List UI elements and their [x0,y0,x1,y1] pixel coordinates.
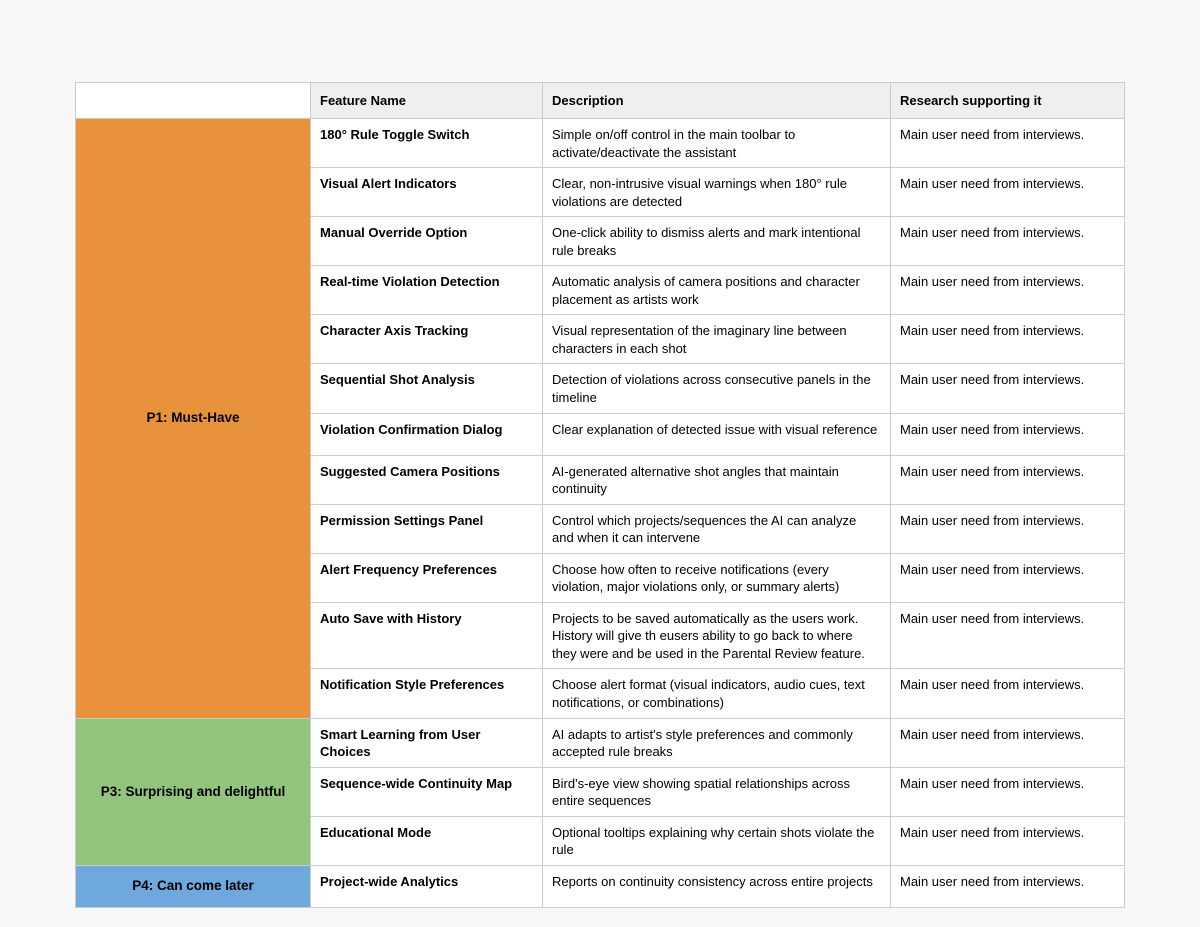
feature-cell: Educational Mode [311,816,543,865]
research-cell: Main user need from interviews. [891,816,1125,865]
group-label-p3-surprising-and-delightful: P3: Surprising and delightful [76,718,311,865]
feature-cell: Real-time Violation Detection [311,266,543,315]
description-cell: Optional tooltips explaining why certain shots violate the rule [543,816,891,865]
description-cell: Reports on continuity consistency across entire projects [543,865,891,907]
research-cell: Main user need from interviews. [891,119,1125,168]
feature-cell: Manual Override Option [311,217,543,266]
description-cell: Projects to be saved automatically as the users work. History will give th eusers ability to go back to where they were and be used in the Parental Review feature. [543,602,891,669]
feature-table [75,82,1125,908]
feature-cell: Notification Style Preferences [311,669,543,718]
description-cell: Choose how often to receive notifications (every violation, major violations only, or summary alerts) [543,553,891,602]
table-row [76,865,1125,907]
feature-cell: Sequential Shot Analysis [311,364,543,413]
description-cell: AI-generated alternative shot angles that maintain continuity [543,455,891,504]
feature-cell: Project-wide Analytics [311,865,543,907]
research-cell: Main user need from interviews. [891,364,1125,413]
research-cell: Main user need from interviews. [891,865,1125,907]
description-cell: Control which projects/sequences the AI can analyze and when it can intervene [543,504,891,553]
header-cell-feature-name: Feature Name [311,83,543,119]
group-label-p4-can-come-later: P4: Can come later [76,865,311,907]
feature-cell: Permission Settings Panel [311,504,543,553]
description-cell: Automatic analysis of camera positions and character placement as artists work [543,266,891,315]
description-cell: Detection of violations across consecutive panels in the timeline [543,364,891,413]
research-cell: Main user need from interviews. [891,553,1125,602]
research-cell: Main user need from interviews. [891,767,1125,816]
feature-cell: Violation Confirmation Dialog [311,413,543,455]
feature-cell: Auto Save with History [311,602,543,669]
description-cell: One-click ability to dismiss alerts and mark intentional rule breaks [543,217,891,266]
table-row [76,119,1125,168]
header-row [76,83,1125,119]
header-cell-description: Description [543,83,891,119]
description-cell: Bird's-eye view showing spatial relationships across entire sequences [543,767,891,816]
research-cell: Main user need from interviews. [891,669,1125,718]
group-label-p1-must-have: P1: Must-Have [76,119,311,719]
description-cell: AI adapts to artist's style preferences and commonly accepted rule breaks [543,718,891,767]
research-cell: Main user need from interviews. [891,168,1125,217]
research-cell: Main user need from interviews. [891,455,1125,504]
research-cell: Main user need from interviews. [891,217,1125,266]
feature-cell: Sequence-wide Continuity Map [311,767,543,816]
header-cell-research: Research supporting it [891,83,1125,119]
research-cell: Main user need from interviews. [891,718,1125,767]
feature-cell: 180° Rule Toggle Switch [311,119,543,168]
description-cell: Choose alert format (visual indicators, audio cues, text notifications, or combinations) [543,669,891,718]
description-cell: Clear, non-intrusive visual warnings when 180° rule violations are detected [543,168,891,217]
research-cell: Main user need from interviews. [891,315,1125,364]
description-cell: Clear explanation of detected issue with visual reference [543,413,891,455]
feature-cell: Character Axis Tracking [311,315,543,364]
description-cell: Visual representation of the imaginary line between characters in each shot [543,315,891,364]
feature-cell: Alert Frequency Preferences [311,553,543,602]
feature-cell: Visual Alert Indicators [311,168,543,217]
table-body [76,119,1125,908]
research-cell: Main user need from interviews. [891,413,1125,455]
description-cell: Simple on/off control in the main toolbar to activate/deactivate the assistant [543,119,891,168]
feature-cell: Smart Learning from User Choices [311,718,543,767]
table-row [76,718,1125,767]
research-cell: Main user need from interviews. [891,266,1125,315]
research-cell: Main user need from interviews. [891,504,1125,553]
header-cell-empty [76,83,311,119]
research-cell: Main user need from interviews. [891,602,1125,669]
feature-cell: Suggested Camera Positions [311,455,543,504]
